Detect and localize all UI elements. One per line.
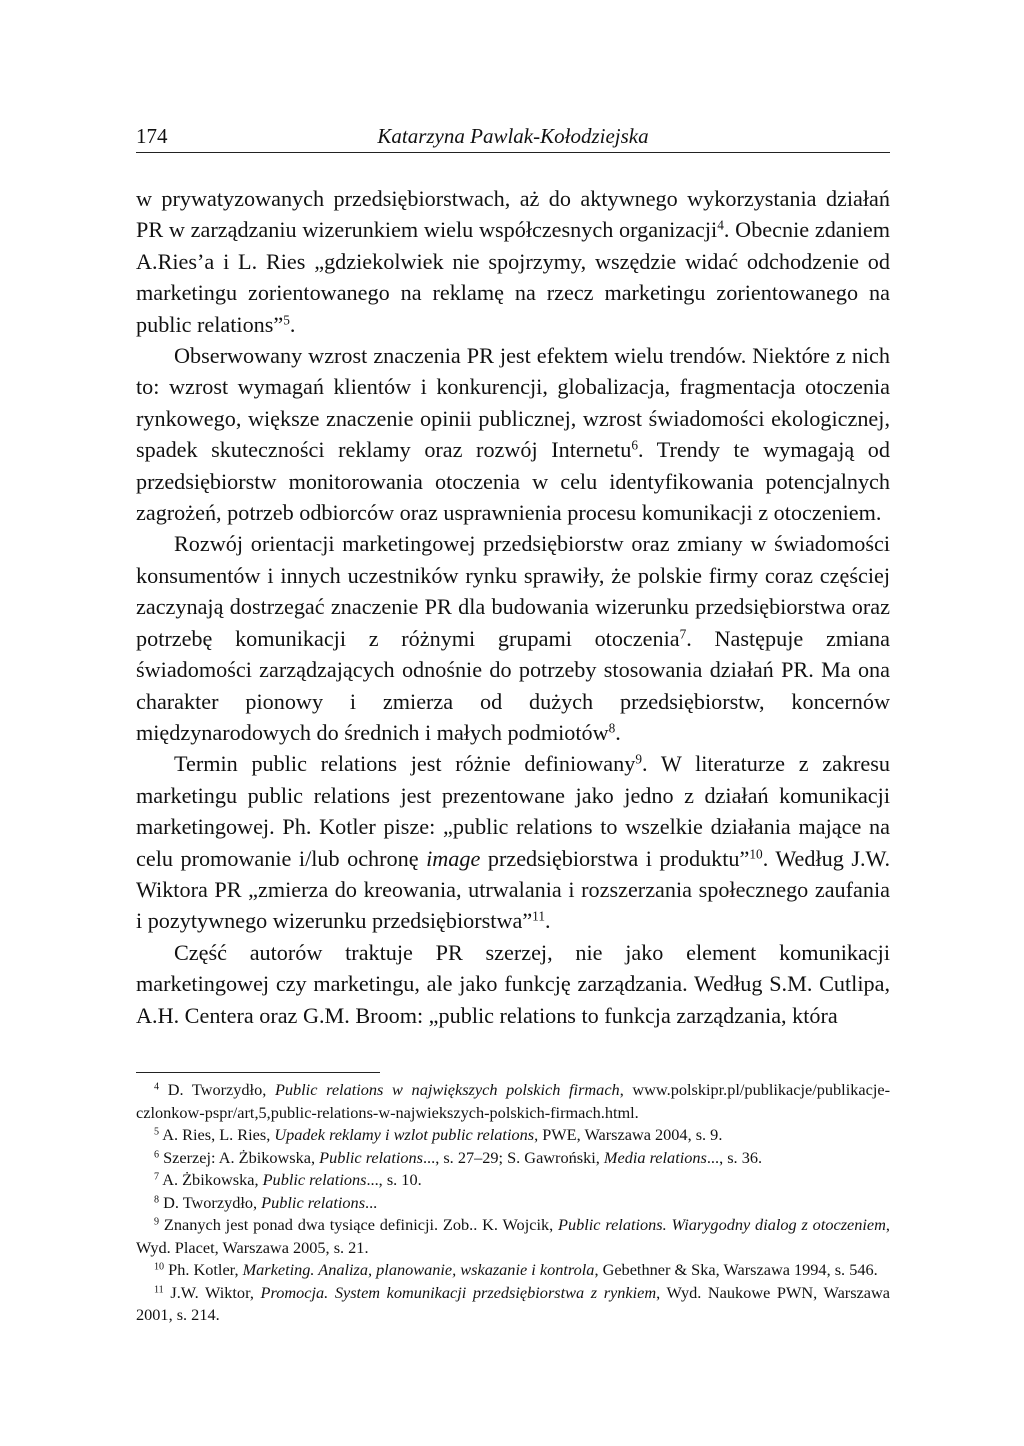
footnote-reference: 7 xyxy=(679,626,687,642)
text-run: . Następuje zmiana świadomości zarządzających odnośnie do potrzeby stosowania działań PR. Ma ona charakter pionowy i zmierza od dużych przedsiębiorstw, koncernów międzynarodowych do średnich i małych podmiotów xyxy=(136,625,890,745)
footnote-reference: 11 xyxy=(532,909,545,925)
footnote-number: 5 xyxy=(154,1126,160,1138)
footnote xyxy=(136,1214,890,1259)
italic-text: image xyxy=(426,845,481,871)
paragraph xyxy=(136,340,890,528)
footnote-number: 9 xyxy=(154,1216,160,1228)
footnote-number: 11 xyxy=(154,1283,164,1295)
footnote xyxy=(136,1169,890,1192)
footnote-reference: 5 xyxy=(283,312,290,328)
text-run: ... xyxy=(365,1192,378,1212)
text-run: . Trendy te wymagają od przedsiębiorstw monitorowania otoczenia w celu identyfikowania potencjalnych zagrożeń, potrzeb odbiorców oraz usprawnienia procesu komunikacji z otoczeniem. xyxy=(136,437,890,526)
running-head-author: Katarzyna Pawlak-Kołodziejska xyxy=(377,124,649,148)
text-run: ..., s. 10. xyxy=(366,1170,422,1189)
footnote-reference: 8 xyxy=(608,720,616,736)
italic-text: Public relations. Wiarygodny dialog z otoczeniem xyxy=(558,1215,886,1234)
text-run: ..., s. 36. xyxy=(706,1147,763,1167)
italic-text: Media relations xyxy=(603,1147,707,1167)
text-run: D. Tworzydło, xyxy=(167,1080,275,1099)
footnote-number: 6 xyxy=(154,1148,160,1160)
footnotes xyxy=(136,1079,890,1327)
text-run: Ph. Kotler, xyxy=(168,1260,243,1279)
footnote-separator xyxy=(136,1072,380,1073)
text-run: , Wyd. Naukowe PWN, Warszawa 2001, s. 214. xyxy=(136,1282,890,1324)
italic-text: Promocja. System komunikacji przedsiębiorstwa z rynkiem xyxy=(260,1282,657,1302)
footnote xyxy=(136,1124,890,1147)
footnote xyxy=(136,1282,890,1327)
italic-text: Public relations xyxy=(262,1170,367,1189)
text-run: A. Żbikowska, xyxy=(162,1170,263,1189)
text-run: , Wyd. Placet, Warszawa 2005, s. 21. xyxy=(136,1215,890,1257)
text-run: . W literaturze z zakresu marketingu public relations jest prezentowane jako jedno z działań komunikacji marketingowej. Ph. Kotler pisze: „public relations to wszelkie działania mające na celu promowanie i/lub ochronę xyxy=(136,751,891,871)
italic-text: Marketing. Analiza, planowanie, wskazanie i kontrola xyxy=(242,1260,595,1279)
text-run: przedsiębiorstwa i produktu” xyxy=(480,845,750,871)
text-run: Szerzej: A. Żbikowska, xyxy=(163,1147,320,1167)
text-run: D. Tworzydło, xyxy=(163,1192,262,1212)
text-run: A. Ries, L. Ries, xyxy=(162,1125,275,1144)
italic-text: Public relations w największych polskich firmach xyxy=(274,1080,620,1099)
text-run: Obserwowany wzrost znaczenia PR jest efektem wielu trendów. Niektóre z nich to: wzrost wymagań klientów i konkurencji, globalizacja, fragmentacja otoczenia rynkowego, większe znaczenie opinii publicznej, wzrost świadomości ekologicznej, spadek skuteczności reklamy oraz rozwój Internetu xyxy=(136,343,890,463)
footnote-number: 4 xyxy=(154,1081,160,1093)
text-run: J.W. Wiktor, xyxy=(170,1282,261,1302)
footnote-reference: 10 xyxy=(749,846,763,862)
text-run: , PWE, Warszawa 2004, s. 9. xyxy=(534,1125,723,1144)
text-run: ..., s. 27–29; S. Gawroński, xyxy=(422,1147,604,1167)
footnote-reference: 9 xyxy=(635,752,642,767)
paragraph xyxy=(136,528,890,748)
footnote xyxy=(136,1079,890,1124)
text-run: . Według J.W. Wiktora PR „zmierza do kreowania, utrwalania i rozszerzania społecznego zaufania i pozytywnego wizerunku przedsiębiorstwa” xyxy=(136,845,890,934)
body-text xyxy=(136,183,890,1031)
paragraph xyxy=(136,748,890,936)
text-run: , Gebethner & Ska, Warszawa 1994, s. 546. xyxy=(594,1260,878,1279)
footnote-number: 8 xyxy=(154,1193,160,1205)
paragraph xyxy=(136,183,890,340)
text-run: . xyxy=(615,719,621,745)
page-number: 174 xyxy=(136,124,168,148)
footnote-number: 7 xyxy=(154,1171,160,1183)
text-run: . xyxy=(289,311,296,337)
text-run: Termin public relations jest różnie definiowany xyxy=(174,751,636,777)
page-header xyxy=(136,120,890,153)
text-run: Część autorów traktuje PR szerzej, nie jako element komunikacji marketingowej czy marketingu, ale jako funkcję zarządzania. Według S.M. Cutlipa, A.H. Centera oraz G.M. Broom: „public relations to funkcja zarządzania, która xyxy=(136,939,890,1028)
footnote xyxy=(136,1259,890,1282)
italic-text: Upadek reklamy i wzlot public relations xyxy=(274,1125,535,1144)
footnote xyxy=(136,1192,890,1215)
footnote-reference: 6 xyxy=(631,437,638,453)
text-run: Rozwój orientacji marketingowej przedsiębiorstw oraz zmiany w świadomości konsumentów i innych uczestników rynku sprawiły, że polskie firmy coraz częściej zaczynają dostrzegać znaczenie PR dla budowania wizerunku przedsiębiorstwa oraz potrzebę komunikacji z różnymi grupami otoczenia xyxy=(136,531,890,651)
text-run: w prywatyzowanych przedsiębiorstwach, aż do aktywnego wykorzystania działań PR w zarządzaniu wizerunkiem wielu współczesnych organizacji xyxy=(136,186,890,243)
footnote-reference: 4 xyxy=(717,218,724,234)
text-run: Znanych jest ponad dwa tysiące definicji. Zob.. K. Wojcik, xyxy=(163,1215,559,1234)
text-run: . Obecnie zdaniem A.Ries’a i L. Ries „gdziekolwiek nie spojrzymy, wszędzie widać odchodzenie od marketingu zorientowanego na reklamę na rzecz marketingu zorientowanego na public relations” xyxy=(136,217,891,337)
footnote xyxy=(136,1147,890,1170)
text-run: , www.polskipr.pl/publikacje/publikacje-czlonkow-pspr/art,5,public-relations-w-najwiekszych-polskich-firmach.html. xyxy=(136,1080,890,1122)
text-run: . xyxy=(545,908,551,934)
italic-text: Public relations xyxy=(319,1147,423,1167)
italic-text: Public relations xyxy=(261,1192,366,1212)
footnote-number: 10 xyxy=(154,1261,165,1273)
paragraph xyxy=(136,937,890,1031)
